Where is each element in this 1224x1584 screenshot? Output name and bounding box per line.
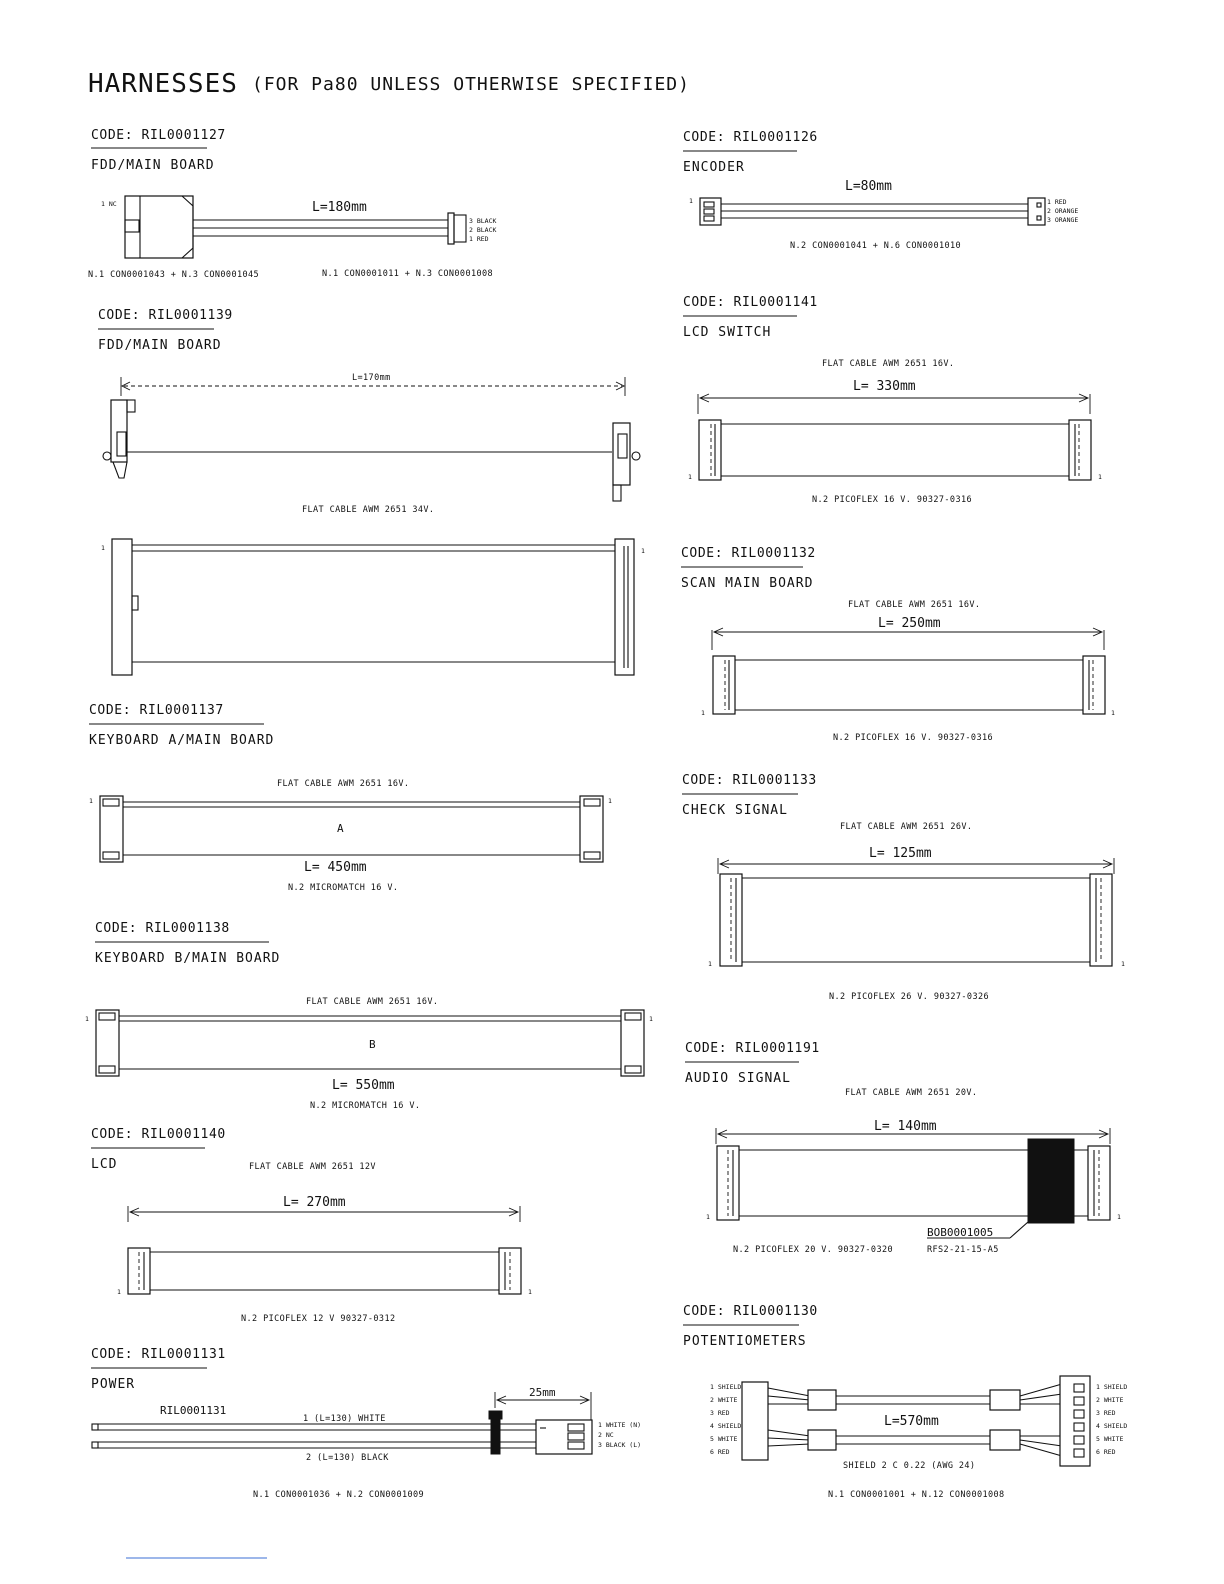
harness-description: FDD/MAIN BOARD <box>91 158 215 173</box>
parts-list: N.2 PICOFLEX 16 V. 90327-0316 <box>812 495 973 505</box>
flat-cable-spec: FLAT CABLE AWM 2651 12V <box>249 1162 376 1172</box>
harness-description: LCD <box>91 1157 118 1172</box>
flat-cable-spec: FLAT CABLE AWM 2651 34V. <box>302 505 435 515</box>
left-wire-5: 5 WHITE <box>710 1435 738 1443</box>
cable-length: L= 550mm <box>332 1078 395 1093</box>
pin-left: 1 <box>101 544 105 552</box>
cable-length: L= 330mm <box>853 379 916 394</box>
pin-1-label: 1 WHITE (N) <box>598 1421 642 1429</box>
harness-ril0001126 <box>683 130 1078 251</box>
left-connector <box>742 1382 768 1460</box>
wire-label-2: 2 BLACK <box>469 226 497 234</box>
parts-list: N.2 PICOFLEX 20 V. 90327-0320 <box>733 1245 894 1255</box>
pin-left: 1 <box>708 960 712 968</box>
pin-left: 1 <box>706 1213 710 1221</box>
flat-cable-spec: FLAT CABLE AWM 2651 16V. <box>277 779 410 789</box>
right-wire-1: 1 SHIELD <box>1096 1383 1128 1391</box>
pin-right: 1 <box>1098 473 1102 481</box>
ferrite-part: RFS2-21-15-A5 <box>927 1245 999 1255</box>
pin-label: 1 NC <box>101 200 117 208</box>
left-wire-6: 6 RED <box>710 1448 730 1456</box>
wire-label-3: 3 ORANGE <box>1047 216 1079 224</box>
left-wire-1: 1 SHIELD <box>710 1383 742 1391</box>
harness-ril0001127 <box>88 128 496 280</box>
parts-list: N.2 MICROMATCH 16 V. <box>288 883 399 893</box>
flat-cable-spec: FLAT CABLE AWM 2651 16V. <box>822 359 955 369</box>
cable-length: L=180mm <box>312 200 367 215</box>
harness-description: KEYBOARD A/MAIN BOARD <box>89 733 275 748</box>
cable-length: L= 450mm <box>304 860 367 875</box>
pin-right: 1 <box>528 1288 532 1296</box>
harness-ril0001132 <box>681 546 1115 743</box>
ferrite-code: BOB0001005 <box>927 1226 994 1239</box>
harness-tag: RIL0001131 <box>160 1404 227 1417</box>
harness-code: CODE: RIL0001139 <box>98 308 233 323</box>
cable-length: L= 140mm <box>874 1119 937 1134</box>
harness-ril0001139 <box>98 308 645 675</box>
flat-cable-spec: FLAT CABLE AWM 2651 20V. <box>845 1088 978 1098</box>
parts-list: N.2 PICOFLEX 16 V. 90327-0316 <box>833 733 994 743</box>
left-wire-2: 2 WHITE <box>710 1396 738 1404</box>
harness-code: CODE: RIL0001140 <box>91 1127 226 1142</box>
pin-right: 1 <box>1117 1213 1121 1221</box>
harness-ril0001191 <box>685 1041 1121 1255</box>
cable-length: L=570mm <box>884 1414 939 1429</box>
harness-code: CODE: RIL0001137 <box>89 703 224 718</box>
wire-label-2: 2 ORANGE <box>1047 207 1079 215</box>
harness-code: CODE: RIL0001133 <box>682 773 817 788</box>
parts-list: N.2 PICOFLEX 12 V 90327-0312 <box>241 1314 396 1324</box>
parts-list: N.1 CON0001036 + N.2 CON0001009 <box>253 1490 425 1500</box>
cable-length: L= 125mm <box>869 846 932 861</box>
pin-label: 1 <box>689 197 693 205</box>
pin-2-label: 2 NC <box>598 1431 614 1439</box>
parts-right: N.1 CON0001011 + N.3 CON0001008 <box>322 269 494 279</box>
left-wire-4: 4 SHIELD <box>710 1422 742 1430</box>
pin-3-label: 3 BLACK (L) <box>598 1441 642 1449</box>
wire-label-1: 1 RED <box>1047 198 1067 206</box>
page-title: HARNESSES <box>88 69 238 99</box>
right-wire-6: 6 RED <box>1096 1448 1116 1456</box>
harness-description: CHECK SIGNAL <box>682 803 788 818</box>
right-connector <box>1060 1376 1090 1466</box>
flat-cable-spec: FLAT CABLE AWM 2651 16V. <box>848 600 981 610</box>
harness-code: CODE: RIL0001191 <box>685 1041 820 1056</box>
harness-code: CODE: RIL0001130 <box>683 1304 818 1319</box>
pin-left: 1 <box>117 1288 121 1296</box>
pin-right: 1 <box>1111 709 1115 717</box>
right-wire-4: 4 SHIELD <box>1096 1422 1128 1430</box>
wire-2-label: 2 (L=130) BLACK <box>306 1453 389 1463</box>
parts-left: N.1 CON0001043 + N.3 CON0001045 <box>88 270 260 280</box>
harness-description: POWER <box>91 1377 136 1392</box>
harness-code: CODE: RIL0001141 <box>683 295 818 310</box>
harness-code: CODE: RIL0001138 <box>95 921 230 936</box>
right-connector <box>1069 420 1091 480</box>
right-connector <box>1083 656 1105 714</box>
harness-description: KEYBOARD B/MAIN BOARD <box>95 951 281 966</box>
page-subtitle: (FOR Pa80 UNLESS OTHERWISE SPECIFIED) <box>252 74 690 95</box>
harness-ril0001131 <box>91 1347 641 1500</box>
harness-code: CODE: RIL0001127 <box>91 128 226 143</box>
harness-description: SCAN MAIN BOARD <box>681 576 814 591</box>
pin-left: 1 <box>701 709 705 717</box>
harness-code: CODE: RIL0001126 <box>683 130 818 145</box>
flat-cable-spec: FLAT CABLE AWM 2651 16V. <box>306 997 439 1007</box>
wire-label-3: 1 RED <box>469 235 489 243</box>
harness-ril0001137 <box>89 703 612 893</box>
harness-ril0001141 <box>683 295 1102 505</box>
cable-length: L= 270mm <box>283 1195 346 1210</box>
pin-left: 1 <box>85 1015 89 1023</box>
dim-length: 25mm <box>529 1386 556 1399</box>
left-connector <box>713 656 735 714</box>
pin-right: 1 <box>641 547 645 555</box>
cable-length: L=170mm <box>352 373 391 383</box>
harness-ril0001133 <box>682 773 1125 1002</box>
flat-cable-spec: FLAT CABLE AWM 2651 26V. <box>840 822 973 832</box>
parts-list: N.1 CON0001001 + N.12 CON0001008 <box>828 1490 1005 1500</box>
pin-right: 1 <box>608 797 612 805</box>
wire-label-1: 3 BLACK <box>469 217 497 225</box>
cable-tie <box>491 1414 500 1454</box>
parts-list: N.2 PICOFLEX 26 V. 90327-0326 <box>829 992 990 1002</box>
right-wire-3: 3 RED <box>1096 1409 1116 1417</box>
harness-code: CODE: RIL0001131 <box>91 1347 226 1362</box>
pin-left: 1 <box>688 473 692 481</box>
harness-description: LCD SWITCH <box>683 325 772 340</box>
left-connector <box>699 420 721 480</box>
harness-ril0001130 <box>683 1304 1127 1500</box>
cable-spec: SHIELD 2 C 0.22 (AWG 24) <box>843 1461 976 1471</box>
harness-description: AUDIO SIGNAL <box>685 1071 791 1086</box>
harness-description: FDD/MAIN BOARD <box>98 338 222 353</box>
harness-description: POTENTIOMETERS <box>683 1334 807 1349</box>
right-connector <box>1028 198 1045 225</box>
parts-list: N.2 CON0001041 + N.6 CON0001010 <box>790 241 962 251</box>
left-wire-3: 3 RED <box>710 1409 730 1417</box>
wire-1-label: 1 (L=130) WHITE <box>303 1414 386 1424</box>
molex-connector <box>125 196 193 258</box>
harness-description: ENCODER <box>683 160 745 175</box>
right-wire-5: 5 WHITE <box>1096 1435 1124 1443</box>
ferrite-core <box>1028 1139 1074 1223</box>
pin-left: 1 <box>89 797 93 805</box>
cable-marker: A <box>337 822 344 835</box>
parts-list: N.2 MICROMATCH 16 V. <box>310 1101 421 1111</box>
pin-right: 1 <box>1121 960 1125 968</box>
harness-code: CODE: RIL0001132 <box>681 546 816 561</box>
harness-ril0001140 <box>91 1127 532 1324</box>
harness-ril0001138 <box>85 921 653 1111</box>
cable-marker: B <box>369 1038 376 1051</box>
left-connector <box>112 539 132 675</box>
cable-length: L= 250mm <box>878 616 941 631</box>
cable-length: L=80mm <box>845 179 892 194</box>
right-wire-2: 2 WHITE <box>1096 1396 1124 1404</box>
pin-right: 1 <box>649 1015 653 1023</box>
header-connector <box>448 213 454 244</box>
